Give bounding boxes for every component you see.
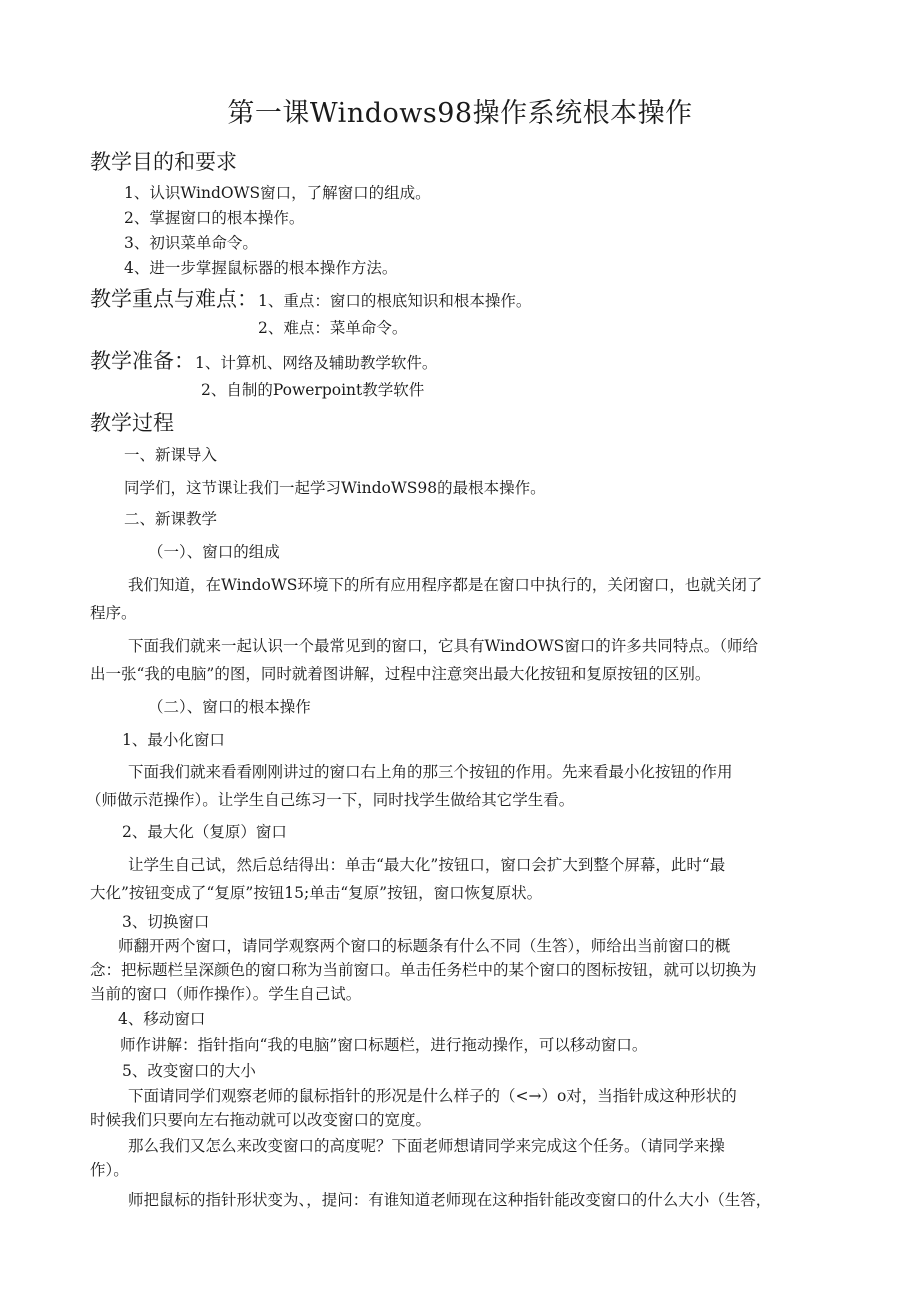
subsection-heading: （二）、窗口的根本操作 — [148, 698, 311, 716]
prep-item: 1、计算机、网络及辅助教学软件。 — [195, 354, 438, 372]
paragraph-line: 师把鼠标的指针形状变为、，提问：有谁知道老师现在这种指针能改变窗口的什么大小（生答， — [128, 1191, 772, 1209]
paragraph-line: 出一张“我的电脑”的图，同时就着图讲解，过程中注意突出最大化按钮和复原按钮的区别。 — [90, 665, 711, 683]
paragraph-line: 作）。 — [90, 1161, 129, 1179]
keypoint-item: 2、难点：菜单命令。 — [258, 319, 408, 337]
keypoint-item: 1、重点：窗口的根底知识和根本操作。 — [258, 292, 532, 310]
paragraph-line: 大化”按钮变成了“复原”按钮15;单击“复原”按钮，窗口恢复原状。 — [90, 884, 543, 902]
paragraph-line: 同学们，这节课让我们一起学习WindoWS98的最根本操作。 — [124, 479, 546, 497]
paragraph-line: 那么我们又怎么来改变窗口的高度呢？下面老师想请同学来完成这个任务。（请同学来操 — [128, 1137, 725, 1155]
subsection-heading: （一）、窗口的组成 — [148, 543, 280, 561]
prep-item: 2、自制的Powerpoint教学软件 — [201, 381, 425, 399]
paragraph-line: 下面请同学们观察老师的鼠标指针的形况是什么样子的（<→）o对，当指针成这种形状的 — [128, 1087, 737, 1105]
process-heading: 教学过程 — [90, 411, 174, 435]
keypoints-heading: 教学重点与难点： — [90, 287, 258, 311]
step-heading: 1、最小化窗口 — [122, 731, 225, 749]
goal-item: 3、初识菜单命令。 — [124, 234, 258, 252]
step-heading: 5、改变窗口的大小 — [122, 1062, 256, 1080]
step-heading: 3、切换窗口 — [122, 913, 210, 931]
paragraph-line: 时候我们只要向左右拖动就可以改变窗口的宽度。 — [90, 1111, 432, 1129]
section-heading: 二、新课教学 — [124, 510, 218, 528]
step-heading: 4、移动窗口 — [118, 1010, 206, 1028]
prep-row — [90, 351, 437, 372]
prep-heading: 教学准备： — [90, 349, 195, 373]
paragraph-line: 下面我们就来一起认识一个最常见到的窗口，它具有WindOWS窗口的许多共同特点。（师给 — [128, 637, 759, 655]
keypoints-row — [90, 289, 531, 310]
paragraph-line: 师翻开两个窗口，请同学观察两个窗口的标题条有什么不同（生答），师给出当前窗口的概 — [118, 937, 731, 955]
paragraph-line: 程序。 — [90, 604, 137, 622]
step-heading: 2、最大化（复原）窗口 — [122, 823, 287, 841]
paragraph-line: 下面我们就来看看刚刚讲过的窗口右上角的那三个按钮的作用。先来看最小化按钮的作用 — [128, 763, 733, 781]
goal-item: 1、认识WindOWS窗口，了解窗口的组成。 — [124, 184, 431, 202]
paragraph-line: 师作讲解：指针指向“我的电脑”窗口标题栏，进行拖动操作，可以移动窗口。 — [120, 1036, 648, 1054]
goal-item: 4、进一步掌握鼠标器的根本操作方法。 — [124, 259, 398, 277]
paragraph-line: （师做示范操作）。让学生自己练习一下，同时找学生做给其它学生看。 — [86, 791, 575, 809]
paragraph-line: 我们知道，在WindoWS环境下的所有应用程序都是在窗口中执行的，关闭窗口，也就关闭了 — [128, 576, 763, 594]
section-heading: 一、新课导入 — [124, 446, 218, 464]
paragraph-line: 当前的窗口（师作操作）。学生自己试。 — [90, 985, 362, 1003]
paragraph-line: 念：把标题栏呈深颜色的窗口称为当前窗口。单击任务栏中的某个窗口的图标按钮，就可以切换为 — [90, 961, 757, 979]
goals-heading: 教学目的和要求 — [90, 150, 237, 174]
paragraph-line: 让学生自己试，然后总结得出：单击“最大化”按钮口，窗口会扩大到整个屏幕，此时“最 — [128, 856, 726, 874]
goal-item: 2、掌握窗口的根本操作。 — [124, 209, 305, 227]
page-title: 第一课Windows98操作系统根本操作 — [227, 98, 693, 129]
